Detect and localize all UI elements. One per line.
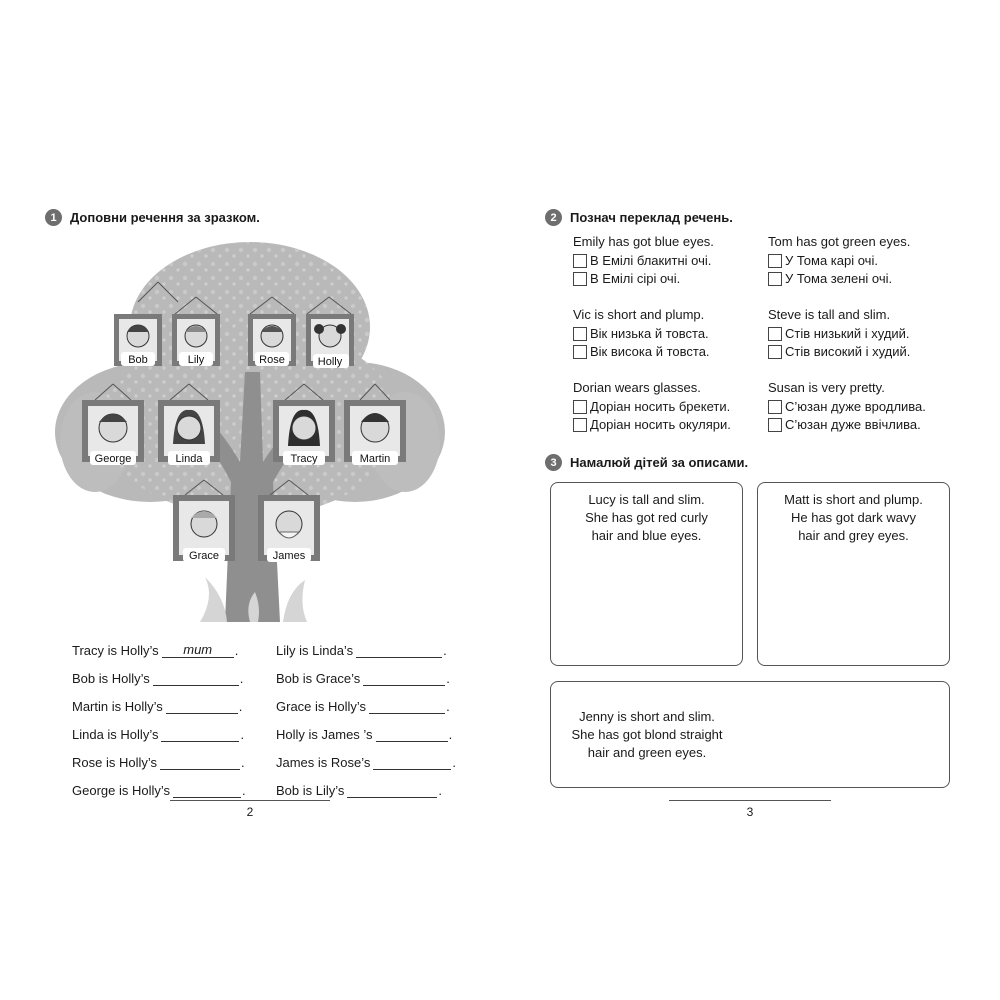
option-row[interactable] [768,344,910,359]
sentence-text: James is Rose’s [276,755,371,770]
task-1-header [45,209,260,226]
tree-label-tracy: Tracy [290,453,318,465]
sentence-row: Bob is Holly’s . [72,671,244,686]
answer-blank[interactable] [373,755,451,770]
translation-item [768,380,926,435]
sentence-row: Bob is Lily’s . [276,783,443,798]
option-row[interactable] [768,399,926,414]
option-text: У Тома карі очі. [785,253,878,268]
translation-item [573,234,714,289]
description-line: She has got blond straight [571,727,723,742]
option-text: Доріан носить окуляри. [590,417,731,432]
tree-label-rose: Rose [259,354,285,366]
translation-item [573,380,731,435]
page-number-right: 3 [746,805,754,819]
option-row[interactable] [573,253,714,268]
sentence-text: George is Holly’s [72,783,171,798]
tree-label-bob: Bob [128,354,148,366]
option-row[interactable] [768,326,910,341]
tree-label-linda: Linda [175,453,203,465]
sentence-text: Rose is Holly’s [72,755,158,770]
checkbox[interactable] [573,327,587,341]
answer-blank[interactable] [160,755,240,770]
description-line: hair and grey eyes. [798,528,909,543]
option-text: В Емілі сірі очі. [590,271,681,286]
checkbox[interactable] [573,400,587,414]
sentence-row: Bob is Grace’s . [276,671,450,686]
english-sentence: Tom has got green eyes. [768,234,911,249]
checkbox[interactable] [768,272,782,286]
task-2-number: 2 [545,209,562,226]
checkbox[interactable] [768,345,782,359]
task-1-title: Доповни речення за зразком. [70,210,260,225]
english-sentence: Steve is tall and slim. [768,307,891,322]
sentence-row: Holly is James ’s . [276,727,453,742]
answer-blank[interactable] [161,727,239,742]
option-text: У Тома зелені очі. [785,271,893,286]
tree-label-lily: Lily [187,354,205,366]
sentence-row: Grace is Holly’s . [276,699,450,714]
option-row[interactable] [573,344,710,359]
description-line: He has got dark wavy [790,510,916,525]
drawing-box-matt[interactable] [757,482,950,666]
answer-blank[interactable] [173,783,241,798]
checkbox[interactable] [573,272,587,286]
task-2-header [545,209,733,226]
sentence-row: Martin is Holly’s . [72,699,243,714]
answer-blank[interactable] [369,699,445,714]
answer-blank[interactable] [153,671,239,686]
checkbox[interactable] [573,418,587,432]
translation-item [768,234,910,289]
answer-blank[interactable] [166,699,238,714]
answer-blank[interactable] [347,783,437,798]
option-text: Стів низький і худий. [785,326,910,341]
task-3-number: 3 [545,454,562,471]
drawing-box-lucy[interactable] [550,482,743,666]
answer-blank[interactable] [376,727,448,742]
english-sentence: Dorian wears glasses. [573,380,701,395]
sentence-text: Martin is Holly’s [72,699,163,714]
description-line: Lucy is tall and slim. [588,492,705,507]
sentence-row: George is Holly’s . [72,783,246,798]
translation-item [768,307,910,362]
sentence-text: Holly is James ’s [276,727,373,742]
option-row[interactable] [573,271,714,286]
sentences-right-column [276,630,456,798]
option-row[interactable] [768,417,926,432]
description-line: Jenny is short and slim. [579,709,715,724]
sentence-row: Tracy is Holly’s mum . [72,642,239,658]
footer-divider-right [669,800,831,801]
task-1-number: 1 [45,209,62,226]
option-text: Доріан носить брекети. [590,399,731,414]
tree-label-martin: Martin [359,453,391,465]
tree-label-james: James [272,550,306,562]
option-text: Вік висока й товста. [590,344,710,359]
sentence-row: James is Rose’s . [276,755,457,770]
option-text: С’юзан дуже вродлива. [785,399,926,414]
drawing-box-jenny[interactable] [550,681,950,788]
option-text: Вік низька й товста. [590,326,709,341]
jenny-description [555,708,739,762]
sentence-row: Lily is Linda’s . [276,643,447,658]
task-2-title: Познач переклад речень. [570,210,733,225]
description-line: hair and blue eyes. [591,528,702,543]
family-tree-illustration [55,232,450,622]
task-3-header [545,454,748,471]
tree-label-george: George [94,453,132,465]
sentence-text: Linda is Holly’s [72,727,159,742]
sentence-text: Bob is Grace’s [276,671,361,686]
english-sentence: Susan is very pretty. [768,380,885,395]
checkbox[interactable] [768,254,782,268]
description-line: hair and green eyes. [587,745,707,760]
sentence-row: Rose is Holly’s . [72,755,245,770]
option-row[interactable] [768,271,910,286]
option-row[interactable] [573,399,731,414]
translation-item [573,307,710,362]
checkbox[interactable] [768,418,782,432]
option-row[interactable] [573,326,710,341]
page-number-left: 2 [246,805,254,819]
checkbox[interactable] [768,400,782,414]
answer-blank[interactable] [356,643,442,658]
answer-blank[interactable] [363,671,445,686]
option-text: С’юзан дуже ввічлива. [785,417,921,432]
footer-divider-left [170,800,330,801]
task-3-title: Намалюй дітей за описами. [570,455,749,470]
description-line: Matt is short and plump. [784,492,923,507]
tree-label-grace: Grace [189,550,219,562]
sentence-text: Grace is Holly’s [276,699,367,714]
checkbox[interactable] [768,327,782,341]
sentence-text: Bob is Holly’s [72,671,150,686]
english-sentence: Emily has got blue eyes. [573,234,714,249]
sentence-row: Linda is Holly’s . [72,727,245,742]
tree-label-holly: Holly [317,356,343,368]
checkbox[interactable] [573,254,587,268]
description-line: She has got red curly [585,510,708,525]
option-row[interactable] [768,253,910,268]
sentence-text: Tracy is Holly’s [72,643,159,658]
english-sentence: Vic is short and plump. [573,307,705,322]
checkbox[interactable] [573,345,587,359]
sentence-text: Bob is Lily’s [276,783,345,798]
answer-blank[interactable]: mum [162,643,234,658]
option-text: Стів високий і худий. [785,344,911,359]
option-row[interactable] [573,417,731,432]
option-text: В Емілі блакитні очі. [590,253,712,268]
sentences-left-column [72,630,246,798]
sentence-text: Lily is Linda’s [276,643,354,658]
